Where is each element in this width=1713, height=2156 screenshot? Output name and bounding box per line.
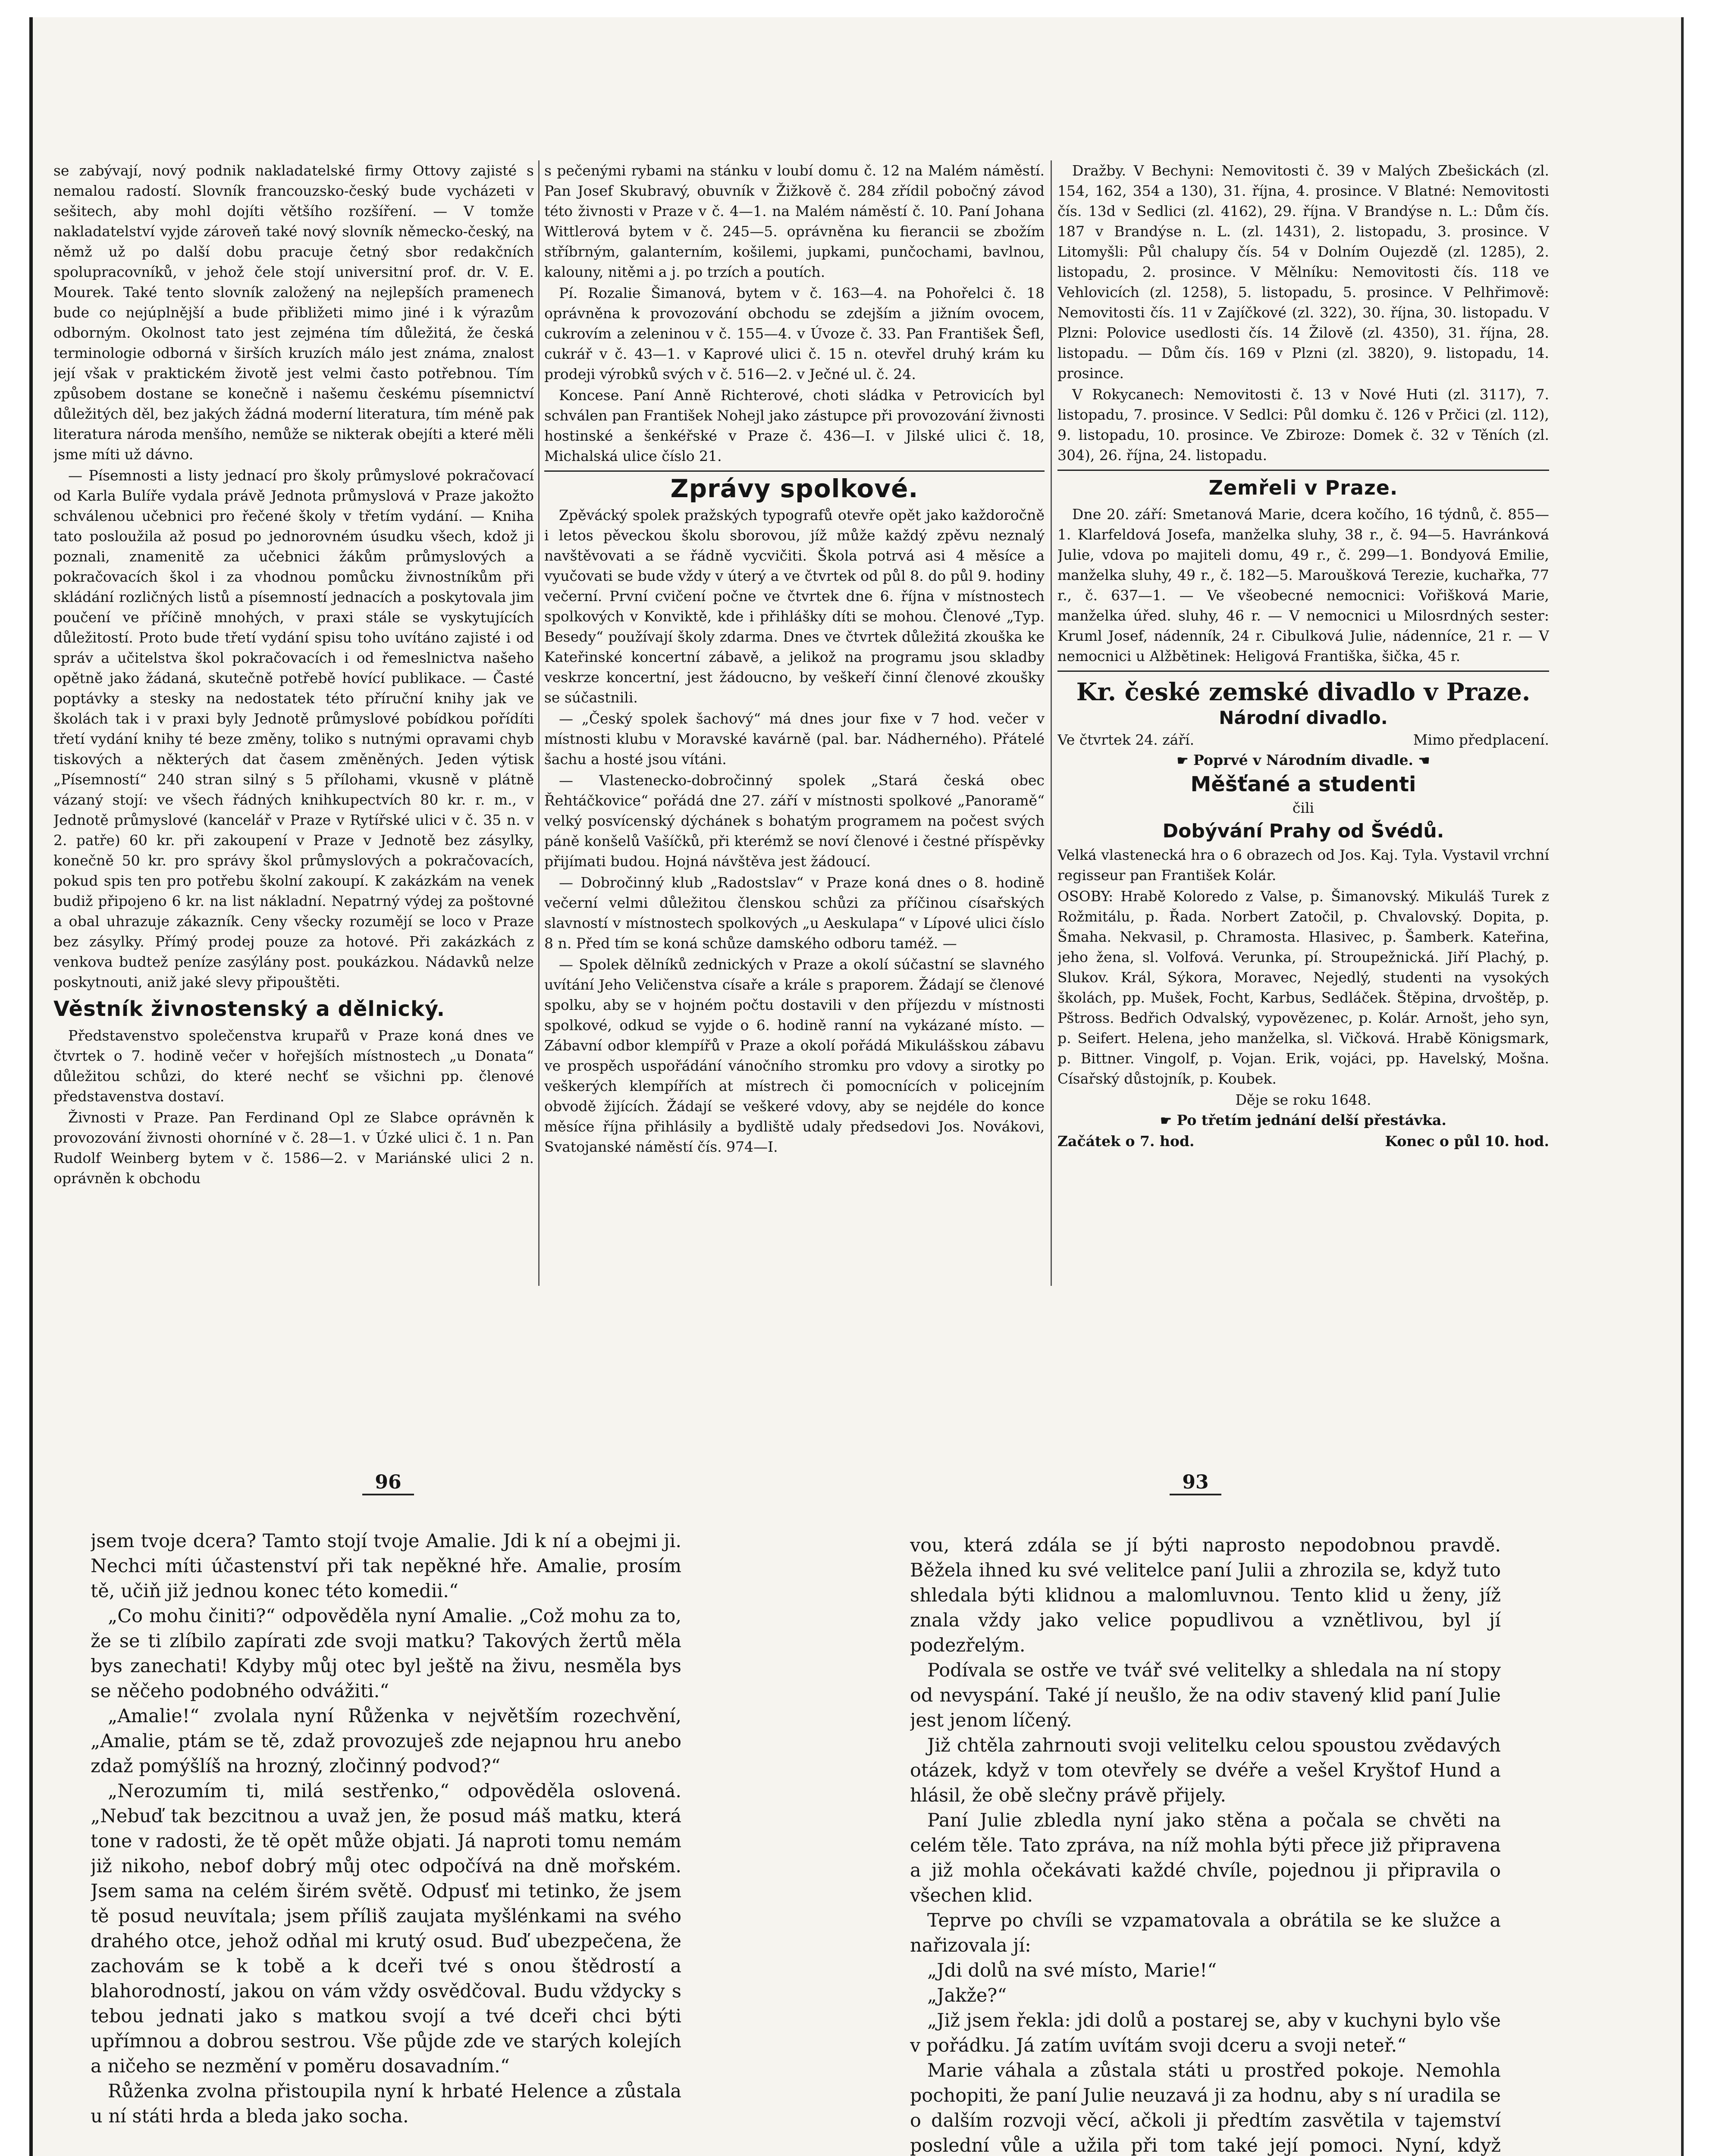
- subscription-note: Mimo předplacení.: [1413, 731, 1549, 748]
- article-paragraph: Živnosti v Praze. Pan Ferdinand Opl ze Slabce oprávněn k provozování živnosti ohorníné v č. 28—1. v Úzké ulici č. 1 n. Pan Rudolf Weinberg bytem v č. 1586—2. v Mariánské ulici 2 n. oprávněn k obchodu: [53, 1109, 534, 1187]
- pointing-hand-icon: ☛: [1160, 1113, 1172, 1128]
- article-paragraph: Dražby. V Bechyni: Nemovitosti č. 39 v Malých Zbešickách (zl. 154, 162, 354 a 130), 31. října, 4. prosince. V Blatné: Nemovitosti čís. 13d v Sedlici (zl. 4162), 29. října. V Brandýse n. L.: Dům čís. 187 v Brandýse n. L. (zl. 1431), 2. listopadu, 3. prosince. V Litomyšli: Půl chalupy čís. 54 v Dolním Oujezdě (zl. 1285), 2. listopadu, 2. prosince. V Mělníku: Nemovitosti čís. 118 ve Vehlovicích (zl. 1258), 5. listopadu, 5. prosince. V Pelhřimově: Nemovitosti čís. 11 v Zajíčkové (zl. 322), 30. října, 30. listopadu. V Plzni: Polovice usedlosti čís. 14 Žilově (zl. 4350), 31. října, 28. listopadu. — Dům čís. 169 v Plzni (zl. 3820), 9. listopadu, 14. prosince.: [1057, 162, 1549, 382]
- theatre-subtitle: Národní divadlo.: [1219, 707, 1388, 728]
- theatre-times-row: [1057, 1131, 1549, 1151]
- article-paragraph: V Rokycanech: Nemovitosti č. 13 v Nové Huti (zl. 3117), 7. listopadu, 7. prosince. V Sedlci: Půl domku č. 126 v Prčici (zl. 112), 9. listopadu, 10. prosince. Ve Zbiroze: Domek č. 32 v Těních (zl. 304), 26. října, 24. listopadu.: [1057, 386, 1549, 464]
- article-paragraph: se zabývají, nový podnik nakladatelské firmy Ottovy zajisté s nemalou radostí. Slovník francouzsko-český bude vycházeti v sešitech, aby mohl dojíti většího rozšíření. — V tomže nakladatelství vyjde zároveň také nový slovník německo-český, na němž už po další dobu pracuje četný sbor redakčních spolupracovníků, v jehož čele stojí universitní prof. dr. V. E. Mourek. Také tento slovník založený na nejlepších pramenech bude co nejúplnější a bude přibližeti mimo jiné i k výrazům odborným. Okolnost tato jest zejména tím důležitá, že česká terminologie odborná v širších kruzích málo jest známa, znalost její však v praktickém životě jest velmi často potřebnou. Tím způsobem dostane se konečně i našemu českému písemnictví důležitých děl, bez jakých žádná moderní literatura, tím méně pak literatura národa menšího, nemůže se nikterak obejíti a které měli jsme míti už dávno.: [53, 162, 534, 463]
- theatre-date-row: [1057, 730, 1549, 750]
- pointing-hand-icon: ☚: [1418, 753, 1430, 768]
- article-paragraph: s pečenými rybami na stánku v loubí domu č. 12 na Malém náměstí. Pan Josef Skubravý, obuvník v Žižkově č. 284 zřídil pobočný závod této živnosti v Praze v č. 4—1. na Malém náměstí č. 10. Paní Johana Wittlerová bytem v č. 245—5. oprávněna ku fieranciі se zbožím stříbrným, galanterním, košilemi, jupkami, punčochami, bavlnou, kalouny, nitěmi a j. po trzích a poutích.: [544, 162, 1045, 280]
- story-paragraph: Růženka zvolna přistoupila nyní k hrbaté Helence a zůstala u ní státi hrda a bleda jako socha.: [91, 2081, 681, 2127]
- column-divider: [538, 160, 540, 1286]
- story-paragraph: „Nerozumím ti, milá sestřenko,“ odpověděla oslovená. „Nebuď tak bezcitnou a uvaž jen, že posud máš matku, která tone v radosti, že tě opět může objati. Já naproti tomu nemám již nikoho, nebof dobrý můj otec odpočívá na dně mořském. Jsem sama na celém širém světě. Odpusť mi tetinko, že jsem tě posud neuvítala; jsem příliš zaujata myšlénkami na svého drahého otce, jehož odňal mi krutý osud. Buď ubezpečena, že zachovám se k tobě a k dceři tvé s onou štědrostí a blahorodností, jakou on vám vždy osvědčoval. Budu vždycky s tebou jednati jako s matkou svojí a tvé dceři chci býti upřímnou a dobrou sestrou. Vše půjde zde ve starých kolejích a ničeho se nezmění v poměru dosavadním.“: [91, 1780, 681, 2077]
- section-heading-trade: Věstník živnostenský a dělnický.: [53, 997, 445, 1021]
- play-title: Měšťané a studenti: [1190, 772, 1416, 796]
- theatre-announcement: [1057, 678, 1549, 1151]
- story-paragraph: Marie váhala a zůstala státi u prostřed pokoje. Nemohla pochopiti, že paní Julie neuzavá ji za hodnu, aby s ní uradila se o dalším rozvoji věcí, ačkoli ji předtím zasvětila v tajemství poslední vůle a užila při tom také její pomoci. Nyní, když: [910, 2060, 1501, 2156]
- story-paragraph: Paní Julie zbledla nyní jako stěna a počala se chvěti na celém těle. Tato zpráva, na níž mohla býti přece již připravena a již mohla očekávati každé chvíle, pojednou ji připravila o všechen klid.: [910, 1810, 1501, 1906]
- theatre-title: Kr. české zemské divadlo v Praze.: [1076, 678, 1531, 706]
- story-paragraph: Již chtěla zahrnouti svoji velitelku celou spoustou zvědavých otázek, když v tom otevřely se dvéře a vešel Kryštof Hund a hlásil, že obě slečny právě přijely.: [910, 1735, 1501, 1806]
- story-paragraph: „Amalie!“ zvolala nyní Růženka v největším rozechvění, „Amalie, ptám se tě, zdaž provozuješ zde nejapnou hru anebo zdaž pomýšlíš na hrozný, zločinný podvod?“: [91, 1705, 681, 1777]
- section-rule: [1057, 470, 1549, 471]
- story-paragraph: vou, která zdála se jí býti naprosto nepodobnou pravdě. Běžela ihned ku své velitelce paní Julii a zhrozila se, když tuto shledala býti klidnou a malomluvnou. Tento klid u ženy, jíž znala vždy jako velice popudlivou a vznětlivou, byl jí podezřelým.: [910, 1535, 1501, 1656]
- article-paragraph: Koncese. Paní Anně Richterové, choti sládka v Petrovicích byl schválen pan František Nohejl jako zástupce při provozování živnosti hostinské a šenkéřské v Praze č. 436—I. v Jilské ulici č. 18, Michalská ulice číslo 21.: [544, 387, 1045, 464]
- article-paragraph: — Spolek dělníků zednických v Praze a okolí súčastní se slavného uvítání Jeho Veličenstva císaře a krále s praporem. Žádají se členové spolku, aby se v hojném počtu dostavili v den příjezdu v místnosti spolkové, odkud se vyjde o 6. hodině ranní na vykázané místo. — Zábavní odbor klempířů v Praze a okolí pořádá Mikulášskou zábavu ve prospěch uspořádání vánočního stromku pro vdovy a sirotky po veškerých klempířích at místrech či pomocnících v policejním obvodě žijících. Žádají se veškeré vdovy, aby se nejdéle do konce měsíce října přihlásily a bydliště udaly předsedovi Jos. Novákovi, Svatojanské náměstí čís. 974—I.: [544, 956, 1045, 1155]
- article-paragraph: — Písemnosti a listy jednací pro školy průmyslové pokračovací od Karla Bulíře vydala právě Jednota průmyslová v Praze jakožto schválenou učebnici pro řečené školy v třetím vydání. — Kniha tato posloužila až posud po jednorovném úsudku všech, kdož ji poznali, znamenitě za učebnici žákům průmyslových a pokračovacích škol i za vhodnou pomůcku živnostníkům při skládání rozličných listů a písemností jednacích a poskytovala jim poučení ve příčině mnohých, v praxi stále se vyskytujících důležitostí. Proto bude třetí vydání spisu toho uvítáno zajisté i od správ a učitelstva škol pokračovacích i od řemeslnictva našeho opětně jako žádaná, skutečně potřebě hovící publikace. — Časté poptávky a stesky na nedostatek této příruční knihy jak ve školách tak i v praxi byly Jednotě průmyslové pobídkou pořídíti třetí vydání knihy té beze změny, toliko s nutnými opravami chyb tiskových a některých dat časem změněných. Jeden výtisk „Písemností“ 240 stran silný s 5 přílohami, vkusně v plátně vázaný stojí: ve všech řádných knihkupectvích 80 kr. r. m., v Jednotě průmyslové (kancelář v Praze v Rytířské ulici v č. 35 n. v 2. patře) 60 kr. při zakoupení v Praze v Jednotě bez zásylky, konečně 50 kr. pro správy škol průmyslových a pokračovacích, pokud spis ten pro potřebu školní zakoupí. K zakázkám na venek budiž připojeno 6 kr. na list nákladní. Nepatrný výdej za poštovné a obal uhrazuje zákazník. Ceny všecky rozumějí se loco v Praze bez zásylky. Přímý prodej pouze za hotové. Při zakázkách z venkova budtež peníze zasýlány post. poukázkou. Nádavků nelze poskytnouti, aniž jaké slevy připouštěti.: [53, 467, 534, 990]
- section-rule: [1057, 671, 1549, 672]
- pointing-hand-icon: ☛: [1177, 753, 1189, 768]
- page-number-left: [362, 1471, 414, 1495]
- article-paragraph: Zpěvácký spolek pražských typografů otevře opět jako každoročně i letos pěveckou školu sborovou, jíž může každý zpěvu neznalý navštěvovati a se řádně vycvičiti. Škola potrvá asi 4 měsíce a vyučovati se bude vždy v úterý a ve čtvrtek od půl 8. do půl 9. hodiny večerní. První cvičení počne ve čtvrtek dne 6. října v místnostech spolkových v Konviktě, kde i přihlášky díti se mohou. Členové „Typ. Besedy“ používají školy zdarma. Dnes ve čtvrtek důležitá zkouška ke Kateřinské koncertní zábavě, a jelikož na programu jsou skladby veskrze koncertní, jest žádoucno, by veškeří činní členové zkoušky se súčastnili.: [544, 507, 1045, 706]
- end-time: Konec o půl 10. hod.: [1385, 1133, 1549, 1150]
- story-paragraph: „Co mohu činiti?“ odpověděla nyní Amalie. „Což mohu za to, že se ti zlíbilo zapírati zde svoji matku? Takových žertů měla bys zanechati! Kdyby můj otec byl ještě na živu, nesměla bys se něčeho podobného odvážiti.“: [91, 1605, 681, 1702]
- article-paragraph: Pí. Rozalie Šimanová, bytem v č. 163—4. na Pohořelci č. 18 oprávněna k provozování obchodu se zdejším a jižním ovocem, cukrovím a zeleninou v č. 155—4. v Úvoze č. 33. Pan František Šefl, cukrář v č. 43—1. v Kaprové ulici č. 15 n. otevřel druhý krám ku prodeji výrobků svých v č. 516—2. v Ječné ul. č. 24.: [544, 285, 1045, 382]
- page-number-text: 93: [1170, 1471, 1221, 1495]
- story-paragraph: Podívala se ostře ve tvář své velitelky a shledala na ní stopy od nevyspání. Také jí neušlo, že na odiv stavený klid paní Julie jest jenom líčený.: [910, 1660, 1501, 1731]
- story-paragraph: „Jdi dolů na své místo, Marie!“: [927, 1960, 1217, 1981]
- start-time: Začátek o 7. hod.: [1057, 1133, 1195, 1150]
- story-paragraph: „Jakže?“: [927, 1985, 1007, 2006]
- story-left-page: [91, 1529, 681, 2156]
- premiere-text: Poprvé v Národním divadle.: [1193, 752, 1413, 768]
- article-paragraph: — Dobročinný klub „Radostslav“ v Praze koná dnes o 8. hodině večerní velmi důležitou členskou schůzi za příčinou císařských slavností v místnostech spolkových „u Aeskulapa“ v Lípové ulici číslo 8 n. Před tím se koná schůze damského odboru taméž. —: [544, 874, 1045, 952]
- play-subtitle: Dobývání Prahy od Švédů.: [1162, 820, 1444, 842]
- article-paragraph: Představenstvo společenstva krupařů v Praze koná dnes ve čtvrtek o 7. hodině večer v hořejších místnostech „u Donata“ důležitou schůzi, do které nechť se všichni pp. členové představenstva dostaví.: [53, 1027, 534, 1105]
- intermission-note: [1057, 1110, 1549, 1131]
- intermission-text: Po třetím jednání delší přestávka.: [1177, 1112, 1446, 1128]
- story-paragraph: Teprve po chvíli se vzpamatovala a obrátila se ke služce a nařizovala jí:: [910, 1910, 1501, 1956]
- section-heading-clubs: Zprávy spolkové.: [670, 474, 919, 503]
- column-left: [53, 160, 534, 1290]
- article-paragraph: Dne 20. září: Smetanová Marie, dcera kočího, 16 týdnů, č. 855—1. Klarfeldová Josefa, manželka sluhy, 38 r., č. 94—5. Havránková Julie, vdova po majiteli domu, 49 r., č. 299—1. Bondyová Emilie, manželka sluhy, 49 r., č. 182—5. Maroušková Terezie, kuchařka, 77 r., č. 637—1. — Ve všeobecné nemocnici: Vořišková Marie, manželka úřed. sluhy, 46 r. — V nemocnici u Milosrdných sester: Kruml Josef, nádenník, 24 r. Cibulková Julie, nádenníce, 21 r. — V nemocnici u Alžbětinek: Heligová Františka, šička, 45 r.: [1057, 506, 1549, 664]
- story-paragraph: „Již jsem řekla: jdi dolů a postarej se, aby v kuchyni bylo vše v pořádku. Já zatím uvítám svoji dceru a svoji neteř.“: [910, 2010, 1501, 2056]
- page-number-right: [1170, 1471, 1221, 1495]
- column-divider: [1051, 160, 1052, 1286]
- play-description: Velká vlastenecká hra o 6 obrazech od Jos. Kaj. Tyla. Vystavil vrchní regisseur pan František Kolár.: [1057, 846, 1549, 884]
- play-setting: Děje se roku 1648.: [1235, 1091, 1371, 1108]
- article-paragraph: — Vlastenecko-dobročinný spolek „Stará česká obec Řehtáčkovice“ pořádá dne 27. září v místnosti spolkové „Panoramě“ velký posvícenský dýchánek s bohatým programem na počest svých páně konšelů Vašíčků, při kterémž se noví členové i čestné příspěvky přijímati budou. Hojná návštěva jest žádoucí.: [544, 772, 1045, 870]
- premiere-note: [1057, 750, 1549, 771]
- story-paragraph: jsem tvoje dcera? Tamto stojí tvoje Amalie. Jdi k ní a obejmi ji. Nechci míti účastenství při tak nepěkné hře. Amalie, prosím tě, učiň již jednou konec této komedii.“: [91, 1530, 681, 1602]
- section-heading-deaths: Zemřeli v Praze.: [1208, 476, 1398, 499]
- story-right-page: [910, 1533, 1501, 2156]
- column-middle: [544, 160, 1045, 1290]
- play-or: čili: [1292, 799, 1315, 816]
- section-rule: [544, 470, 1045, 472]
- column-right: [1057, 160, 1549, 1290]
- performance-date: Ve čtvrtek 24. září.: [1057, 731, 1195, 748]
- article-paragraph: — „Český spolek šachový“ má dnes jour fixe v 7 hod. večer v místnosti klubu v Moravské kavárně (pal. bar. Nádherného). Přátelé šachu a hosté jsou vítáni.: [544, 710, 1045, 768]
- play-cast: OSOBY: Hrabě Koloredo z Valse, p. Šimanovský. Mikuláš Turek z Rožmitálu, p. Řada. Norbert Zatočil, p. Chvalovský. Dopita, p. Šmaha. Nekvasil, p. Chramosta. Hlasivec, p. Šamberk. Kateřina, jeho žena, sl. Volfová. Verunka, pí. Stroupežnická. Jiří Plachý, p. Slukov. Král, Sýkora, Moravec, Nejedlý, studenti na vysokých školách, pp. Mušek, Focht, Karbus, Sedláček. Štěpina, drvoštěp, p. Pštross. Bedřich Odvalský, vypovězenec, p. Kolár. Arnošt, jeho syn, p. Seifert. Helena, jeho manželka, sl. Vičková. Hrabě Königsmark, p. Bittner. Vingolf, p. Vojan. Erik, vojáci, pp. Havelský, Mošna. Císařský důstojník, p. Koubek.: [1057, 888, 1549, 1087]
- page-number-text: 96: [362, 1471, 414, 1495]
